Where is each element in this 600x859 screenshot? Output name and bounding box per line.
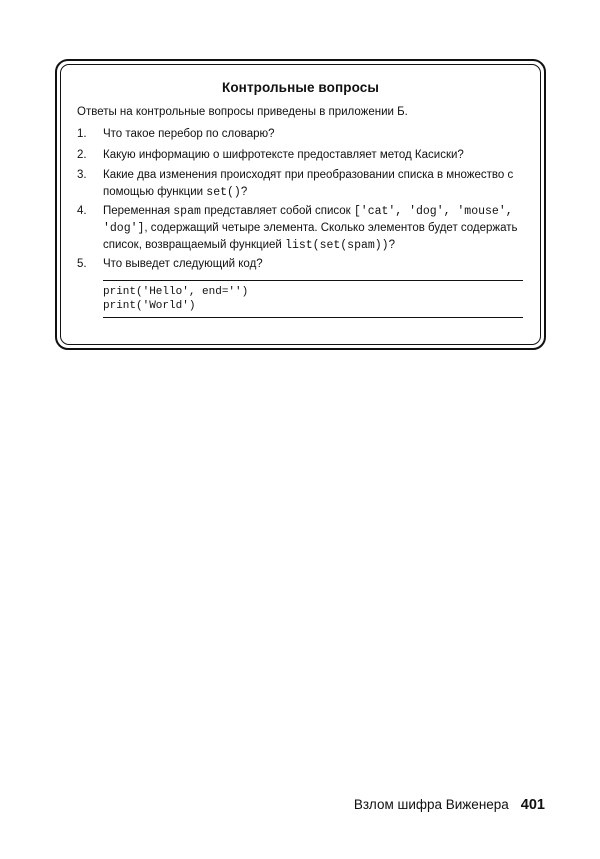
code-line: print('World') — [103, 300, 196, 312]
page-footer — [354, 797, 545, 813]
question-text: Что такое перебор по словарю? — [103, 128, 275, 140]
question-number: 3. — [77, 169, 87, 181]
question-number: 4. — [77, 205, 87, 217]
question-text — [103, 203, 524, 254]
question-text: Что выведет следующий код? — [103, 258, 263, 270]
question-3 — [77, 167, 524, 201]
inline-code: ['cat', 'dog', 'mouse', 'dog'] — [103, 205, 513, 235]
question-1 — [77, 126, 524, 143]
question-text: Какую информацию о шифротексте предоставляет метод Касиски? — [103, 149, 464, 161]
question-text-part: Переменная — [103, 205, 174, 217]
running-header-chapter: Взлом шифра Виженера — [353, 797, 509, 812]
question-number: 1. — [77, 128, 87, 140]
inline-code: spam — [173, 205, 201, 218]
question-number: 2. — [77, 149, 87, 161]
question-text-part: Какие два изменения происходят при преобразовании списка в множество с помощью функции — [103, 169, 514, 198]
code-top-rule — [103, 280, 523, 281]
box-intro: Ответы на контрольные вопросы приведены в приложении Б. — [77, 106, 408, 118]
question-text-part: ? — [240, 186, 248, 198]
question-5 — [77, 256, 524, 273]
question-text — [103, 167, 524, 201]
question-2 — [77, 147, 524, 164]
question-number: 5. — [77, 258, 87, 270]
box-title: Контрольные вопросы — [222, 80, 379, 95]
code-listing — [103, 285, 248, 313]
inline-code: set() — [206, 186, 241, 199]
question-text-part: , содержащий четыре элемента. Сколько элементов будет содержать список, возвращаемый функцией — [103, 222, 518, 251]
page-number: 401 — [520, 797, 545, 813]
code-bottom-rule — [103, 317, 523, 318]
inline-code: list(set(spam)) — [285, 239, 389, 252]
question-text-part: представляет собой список — [200, 205, 354, 217]
question-4 — [77, 203, 524, 254]
code-line: print('Hello', end='') — [103, 286, 249, 298]
question-text-part: ? — [388, 239, 395, 251]
